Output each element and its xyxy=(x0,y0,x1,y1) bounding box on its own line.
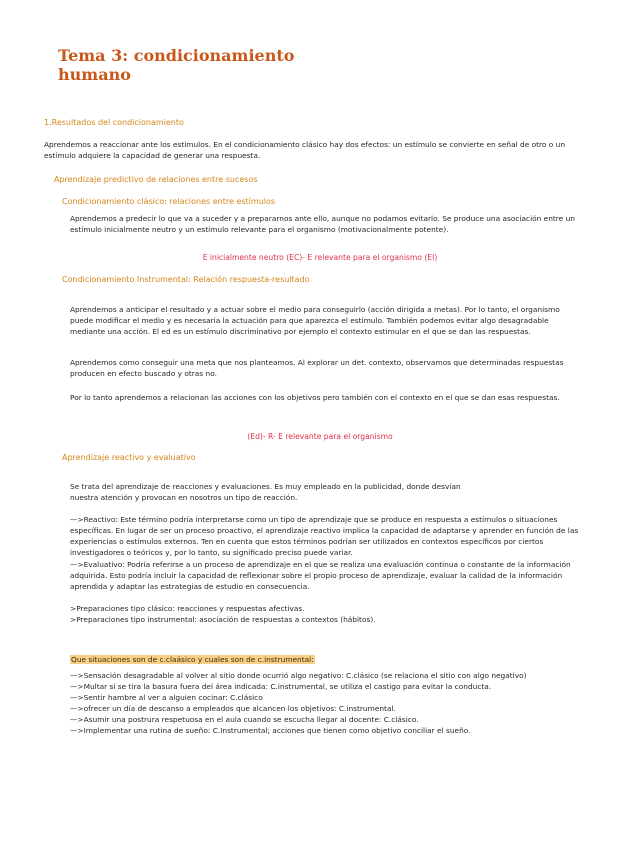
classical-formula: E inicialmente neutro (EC)- E relevante para el organismo (EI) xyxy=(202,253,438,262)
section-heading-resultados: 1.Resultados del condicionamiento xyxy=(44,118,184,127)
reactive-intro-line-1: Se trata del aprendizaje de reacciones y evaluaciones. Es muy empleado en la publicidad, donde desvían xyxy=(70,482,461,491)
preparation-instrumental: >Preparaciones tipo instrumental: asociación de respuestas a contextos (hábitos). xyxy=(70,615,376,624)
question-heading: Que situaciones son de c.claásico y cuales son de c.instrumental: xyxy=(71,655,314,664)
reactivo-definition: —>Reactivo: Este término podría interpretarse como un tipo de aprendizaje que se produce en respuesta a estímulos o situaciones específicas. En lugar de ser un proceso proactivo, el aprendizaje reactivo implica la capacidad de adaptarse y aprender en función de las experiencias o estímulos externos. Ten en cuenta que estos términos podrían ser utilizados en contextos específicos por ciertos investigadores o teóricos y, por lo tanto, su significado preciso puede variar. xyxy=(70,515,579,557)
instrumental-paragraph-1: Aprendemos a anticipar el resultado y a actuar sobre el medio para conseguirlo (acción dirigida a metas). Por lo tanto, el organismo puede modificar el medio y es necesaria la actuación para que aparezca el estímulo. También podemos evitar algo desagradable mediante una acción. El ed es un estímulo discriminativo por ejemplo el contexto estimular en el que se dan las respuestas. xyxy=(70,305,560,336)
list-item: —>Sensación desagradable al volver al sitio donde ocurrió algo negativo: C.clásico (se relaciona el sitio con algo negativo) xyxy=(70,671,527,680)
preparation-classical: >Preparaciones tipo clásico: reacciones y respuestas afectivas. xyxy=(70,604,305,613)
list-item: —>Asumir una postrura respetuosa en el aula cuando se escucha llegar al docente: C.clásico. xyxy=(70,715,419,724)
list-item: —>Implementar una rutina de sueño: C.Instrumental; acciones que tienen como objetivo conciliar el sueño. xyxy=(70,726,471,735)
heading-instrumental: Condicionamiento Instrumental: Relación respuesta-resultado xyxy=(62,275,310,284)
heading-predictive: Aprendizaje predictivo de relaciones entre sucesos xyxy=(54,175,258,184)
list-item: —>Sentir hambre al ver a alguien cocinar: C.clásico xyxy=(70,693,263,702)
heading-classical: Condicionamiento clásico: relaciones entre estímulos xyxy=(62,197,276,206)
instrumental-paragraph-3: Por lo tanto aprendemos a relacionan las acciones con los objetivos pero también con el contexto en el que se dan esas respuestas. xyxy=(70,393,560,402)
classical-paragraph: Aprendemos a predecir lo que va a suceder y a prepararnos ante ello, aunque no podamos evitarlo. Se produce una asociación entre un estímulo inicialmente neutro y un estímulo relevante para el organismo (motivacionalmente potente). xyxy=(70,214,575,234)
page-title: Tema 3: condicionamiento humano xyxy=(58,46,295,84)
evaluativo-definition: —>Evaluativo: Podría referirse a un proceso de aprendizaje en el que se realiza una evaluación continua o constante de la información adquirida. Esto podría incluir la capacidad de reflexionar sobre el propio proceso de aprendizaje, evaluar la calidad de la información aprendida y adaptar las estrategias de estudio en consecuencia. xyxy=(70,560,571,591)
list-item: —>ofrecer un día de descanso a empleados que alcancen los objetivos: C.instrumental. xyxy=(70,704,396,713)
list-item: —>Multar si se tira la basura fuera del área indicada: C.instrumental, se utiliza el castigo para evitar la conducta. xyxy=(70,682,492,691)
reactive-intro-line-2: nuestra atención y provocan en nosotros un tipo de reacción. xyxy=(70,493,298,502)
instrumental-formula: (Ed)- R- E relevante para el organismo xyxy=(247,432,393,441)
question-heading-wrap xyxy=(70,647,315,666)
heading-reactive: Aprendizaje reactivo y evaluativo xyxy=(62,453,196,462)
intro-paragraph: Aprendemos a reaccionar ante los estímulos. En el condicionamiento clásico hay dos efectos: un estímulo se convierte en señal de otro o un estímulo adquiere la capacidad de generar una respuesta. xyxy=(44,140,566,160)
instrumental-paragraph-2: Aprendemos como conseguir una meta que nos planteamos. Al explorar un det. contexto, observamos que determinadas respuestas producen en efecto buscado y otras no. xyxy=(70,358,564,378)
question-answer-list xyxy=(70,670,590,736)
